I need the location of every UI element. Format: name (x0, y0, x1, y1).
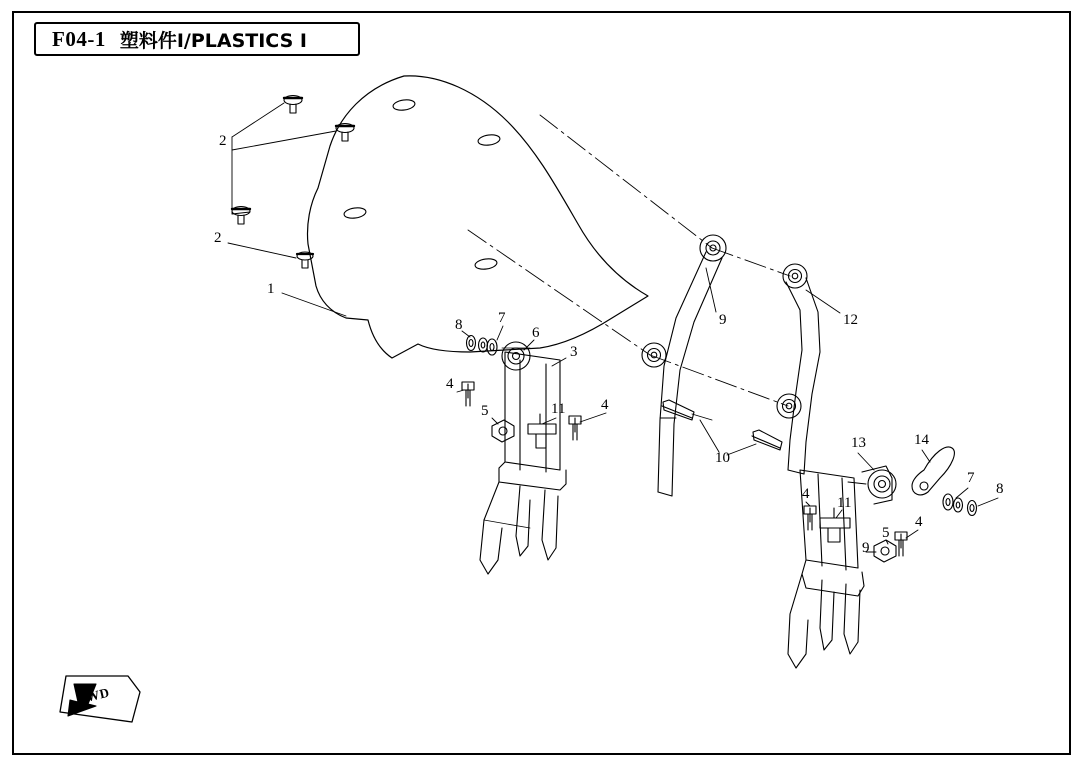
clip-part-11-left (528, 414, 556, 448)
callout-number: 4 (601, 397, 609, 413)
callout-number: 8 (455, 317, 463, 333)
callout-number: 13 (851, 435, 866, 451)
washer-part-7-left (479, 338, 498, 355)
clip-part-11-right (820, 508, 850, 542)
callout-number: 3 (570, 344, 578, 360)
callout-number: 11 (551, 401, 566, 417)
left-bracket-part-3 (480, 352, 566, 574)
callout-number: 4 (446, 376, 454, 392)
screw-part-2-b (336, 124, 354, 142)
callout-number: 5 (882, 525, 890, 541)
pin-part-10-b (752, 430, 782, 450)
support-arm-part-9 (642, 235, 726, 496)
leader-line-part-12 (806, 290, 840, 313)
part-group-code: F04-1 (52, 26, 106, 51)
callout-number: 4 (802, 486, 810, 502)
callout-number: 9 (719, 312, 727, 328)
screw-part-2-a (284, 96, 302, 114)
callout-number: 7 (967, 470, 975, 486)
bolt-part-4-right-b (895, 532, 907, 556)
lever-part-14 (912, 447, 954, 495)
callout-number: 5 (481, 403, 489, 419)
callout-number: 2 (214, 230, 222, 246)
bolt-part-4-left-a (462, 382, 474, 406)
screw-part-2-c (232, 207, 250, 225)
right-bracket-part-13 (788, 470, 864, 668)
pin-part-10-a (662, 400, 712, 420)
nut-part-8-right (968, 501, 977, 516)
nut-part-5-left (492, 420, 514, 442)
callout-number: 14 (914, 432, 929, 448)
callout-number: 9 (862, 540, 870, 556)
pivot-boss-part-13 (862, 466, 896, 504)
callout-number: 4 (915, 514, 923, 530)
part-group-name: 塑料件Ⅰ/PLASTICS Ⅰ (119, 29, 307, 52)
bolt-part-4-right-a (804, 506, 816, 530)
center-axis-lines (468, 115, 790, 406)
callout-number: 6 (532, 325, 540, 341)
callout-number: 2 (219, 133, 227, 149)
windshield-part-1 (307, 76, 648, 358)
leader-lines-right-bracket (848, 450, 998, 506)
callout-number: 1 (267, 281, 275, 297)
callout-number: 11 (837, 495, 852, 511)
callout-number: 7 (498, 310, 506, 326)
fwd-label: FWD (76, 684, 112, 707)
callout-number: 12 (843, 312, 858, 328)
washer-part-7-right (943, 494, 963, 512)
pivot-boss-part-6 (502, 342, 530, 370)
bolt-part-4-left-b (569, 416, 581, 440)
callout-number: 8 (996, 481, 1004, 497)
leader-line-part-1 (282, 293, 346, 316)
nut-part-8-left (467, 336, 476, 351)
leader-lines-left-fasteners (457, 390, 606, 424)
nut-part-5-right (874, 540, 896, 562)
callout-number: 10 (715, 450, 730, 466)
